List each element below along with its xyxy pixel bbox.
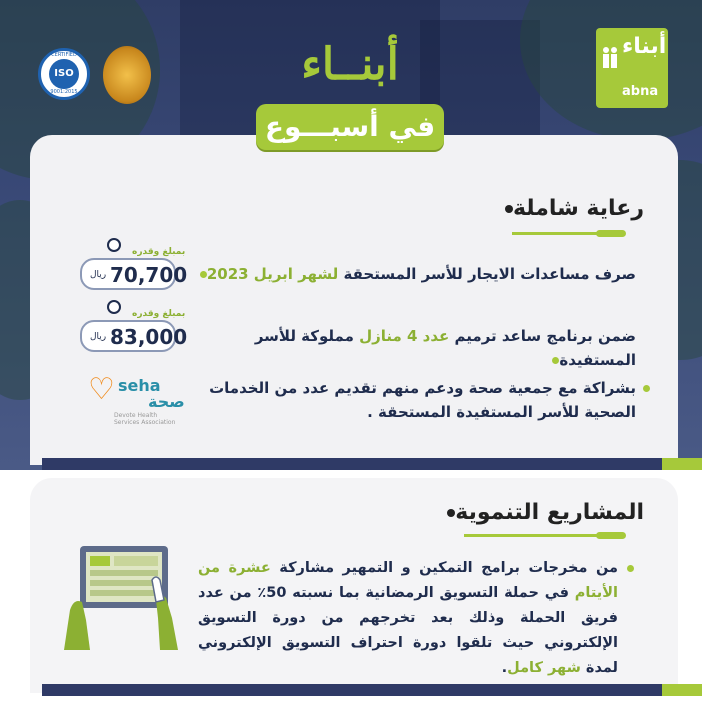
seha-partner-logo: ♡ seha صحة Devote Health Services Association — [88, 372, 185, 426]
green-bullet-icon — [200, 271, 207, 278]
logo-latin-text: abna — [622, 84, 659, 99]
logo-arabic-text: أبناء — [622, 34, 667, 59]
amount-label: بمبلغ وقدره — [132, 309, 186, 319]
section2-divider — [42, 684, 662, 696]
amount-badge-2: ريال 83,000 — [80, 320, 176, 352]
green-bullet-icon — [643, 385, 650, 392]
section1-title: رعاية شاملة — [495, 196, 644, 221]
section1-divider — [42, 458, 662, 470]
abna-logo — [596, 28, 668, 108]
section2-title: المشاريع التنموية — [437, 500, 644, 525]
section2-underline — [464, 534, 624, 537]
amount-label: بمبلغ وقدره — [132, 247, 186, 257]
award-emblem-icon — [103, 46, 151, 104]
coin-icon — [107, 300, 121, 314]
section1-item-1: صرف مساعدات الايجار للأسر المستحقة لشهر ابريل 2023 — [176, 262, 636, 286]
kids-icon — [600, 44, 620, 72]
green-bullet-icon — [627, 565, 634, 572]
tablet-hands-illustration-icon — [60, 540, 190, 650]
bullet-icon — [505, 205, 513, 213]
section2-paragraph: من مخرجات برامج التمكين و التمهير مشاركة عشرة من الأيتام في حملة التسويق الرمضانية بما نسبته 50٪ من عدد فريق الحملة وذلك بعد تخرجهم من دورة التسويق الإلكتروني حيث تلقوا دورة احتراف التسويق الإلكتروني لمدة شهر كامل. — [198, 556, 618, 681]
section1-item-3: بشراكة مع جمعية صحة ودعم منهم تقديم عدد من الخدمات الصحية للأسر المستفيدة المستحقة . — [206, 376, 636, 424]
amount-badge-1: ريال 70,700 — [80, 258, 176, 290]
section1-item-2: ضمن برنامج ساعد ترميم عدد 4 منازل مملوكة للأسر المستفيدة — [254, 327, 636, 369]
coin-icon — [107, 238, 121, 252]
page-subtitle-pill: في أسبـــوع — [256, 104, 444, 150]
heart-icon: ♡ — [88, 372, 115, 407]
page-title: أبنــاء — [301, 39, 399, 90]
iso-certified-badge: CERTIFIED ISO 9001:2015 — [38, 48, 90, 100]
section1-underline — [512, 232, 624, 235]
